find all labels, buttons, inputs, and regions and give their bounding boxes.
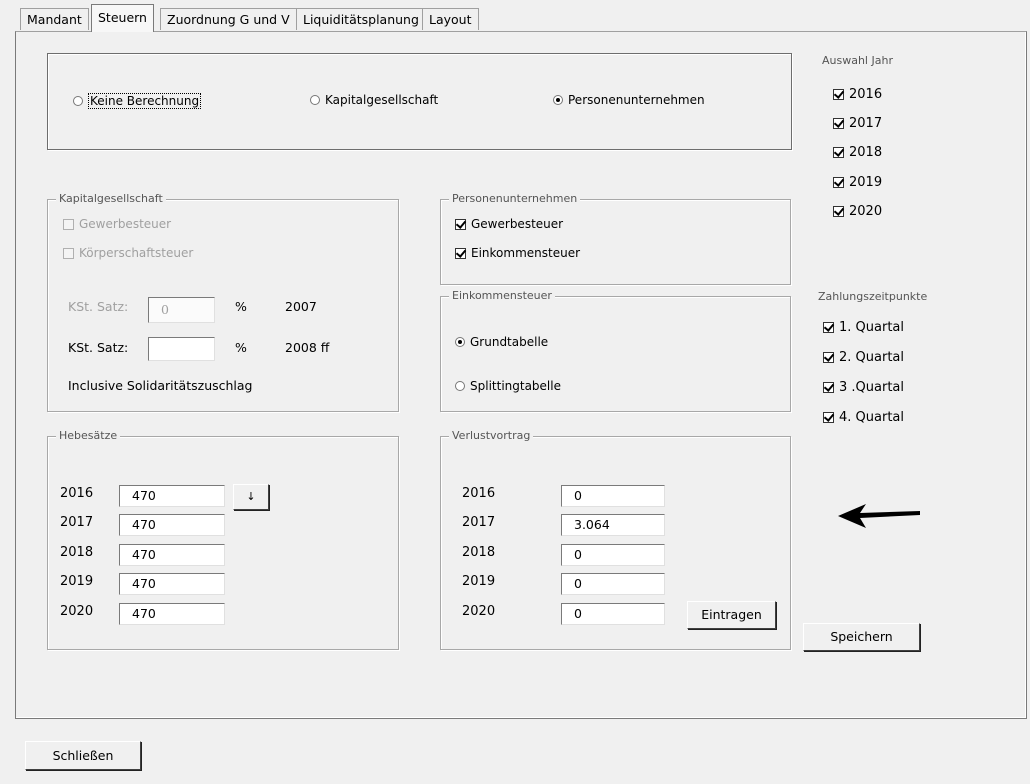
kst-percent-1: % — [235, 299, 247, 314]
left-arrow-icon — [832, 498, 926, 534]
tab-liquiditaetsplanung[interactable] — [296, 8, 426, 30]
tab-steuern-label: Steuern — [98, 10, 147, 25]
checkbox-icon — [823, 382, 834, 393]
radio-kapitalgesellschaft[interactable] — [310, 93, 438, 107]
quartal-checkbox-1[interactable] — [823, 320, 904, 335]
verlust-input-2017[interactable]: 3.064 — [561, 514, 665, 536]
verlust-input-2019[interactable]: 0 — [561, 573, 665, 595]
kst-satz-label-2007: KSt. Satz: — [68, 299, 129, 314]
auswahl-jahr-title: Auswahl Jahr — [822, 54, 893, 67]
verlust-year-label: 2019 — [462, 574, 496, 589]
radio-keine-berechnung[interactable] — [73, 93, 201, 109]
radio-icon — [455, 381, 465, 391]
year-checkbox-2016[interactable] — [833, 87, 882, 102]
pers-gewerbesteuer-label: Gewerbesteuer — [471, 217, 564, 231]
tab-liquiditaetsplanung-label: Liquiditätsplanung — [303, 12, 419, 27]
tab-zuordnung[interactable] — [160, 8, 297, 30]
year-label: 2016 — [849, 87, 883, 102]
tab-layout[interactable] — [422, 8, 479, 30]
quartal-label: 1. Quartal — [839, 320, 904, 335]
checkbox-icon — [833, 147, 844, 158]
verlust-year-label: 2018 — [462, 545, 496, 560]
checkbox-icon — [455, 248, 466, 259]
quartal-checkbox-2[interactable] — [823, 350, 904, 365]
radio-splittingtabelle[interactable] — [455, 379, 561, 393]
verlust-year-label: 2020 — [462, 604, 496, 619]
checkbox-icon — [833, 177, 844, 188]
radio-kapitalgesellschaft-label: Kapitalgesellschaft — [325, 93, 439, 107]
checkbox-icon — [823, 352, 834, 363]
kapitalgesellschaft-title: Kapitalgesellschaft — [56, 192, 166, 206]
year-label: 2020 — [849, 204, 883, 219]
radio-personenunternehmen[interactable] — [553, 93, 705, 107]
tab-steuern[interactable] — [91, 4, 154, 32]
checkbox-icon — [823, 322, 834, 333]
tab-zuordnung-label: Zuordnung G und V — [167, 12, 290, 27]
hebesatz-input-2020[interactable]: 470 — [119, 603, 225, 625]
hebesatz-year-label: 2018 — [60, 545, 94, 560]
radio-icon — [455, 337, 465, 347]
pers-einkommensteuer-label: Einkommensteuer — [471, 246, 581, 260]
year-checkbox-2018[interactable] — [833, 145, 882, 160]
soli-note: Inclusive Solidaritätszuschlag — [68, 378, 253, 393]
hebesatz-input-2019[interactable]: 470 — [119, 573, 225, 595]
tab-layout-label: Layout — [429, 12, 472, 27]
kap-koerperschaftsteuer-label: Körperschaftsteuer — [79, 246, 194, 260]
radio-personenunternehmen-label: Personenunternehmen — [568, 93, 705, 107]
year-checkbox-2020[interactable] — [833, 204, 882, 219]
kst-year-2008: 2008 ff — [285, 340, 330, 355]
verlust-year-label: 2017 — [462, 515, 496, 530]
schliessen-button[interactable]: Schließen — [25, 741, 141, 770]
quartal-checkbox-4[interactable] — [823, 410, 904, 425]
einkommensteuer-title: Einkommensteuer — [449, 289, 555, 303]
zahlungszeitpunkte-title: Zahlungszeitpunkte — [818, 290, 928, 303]
quartal-label: 2. Quartal — [839, 350, 904, 365]
einkommensteuer-group — [440, 289, 791, 412]
kst-percent-2: % — [235, 340, 247, 355]
kst-satz-2008-input[interactable] — [148, 337, 215, 361]
checkbox-icon — [833, 89, 844, 100]
hebesatz-input-2018[interactable]: 470 — [119, 544, 225, 566]
pers-gewerbesteuer-checkbox[interactable] — [455, 217, 563, 231]
left-arrow-shape — [838, 504, 920, 528]
radio-keine-berechnung-label: Keine Berechnung — [90, 94, 200, 108]
hebesatz-year-label: 2019 — [60, 574, 94, 589]
hebesatz-input-2017[interactable]: 470 — [119, 514, 225, 536]
hebesatz-year-label: 2020 — [60, 604, 94, 619]
kap-gewerbesteuer-checkbox[interactable] — [63, 217, 171, 231]
year-label: 2017 — [849, 116, 883, 131]
checkbox-icon — [455, 219, 466, 230]
verlustvortrag-title: Verlustvortrag — [449, 429, 533, 443]
hebesatz-year-label: 2016 — [60, 486, 94, 501]
checkbox-icon — [63, 219, 74, 230]
tab-mandant[interactable] — [20, 8, 89, 30]
quartal-label: 4. Quartal — [839, 410, 904, 425]
personenunternehmen-group — [440, 192, 791, 285]
radio-icon — [553, 95, 563, 105]
kap-gewerbesteuer-label: Gewerbesteuer — [79, 217, 172, 231]
quartal-label: 3 .Quartal — [839, 380, 904, 395]
kst-year-2007: 2007 — [285, 299, 317, 314]
hebesatz-year-label: 2017 — [60, 515, 94, 530]
verlust-year-label: 2016 — [462, 486, 496, 501]
radio-icon — [73, 96, 83, 106]
verlust-input-2016[interactable]: 0 — [561, 485, 665, 507]
kst-satz-label-2008: KSt. Satz: — [68, 340, 129, 355]
radio-splittingtabelle-label: Splittingtabelle — [470, 379, 561, 393]
year-checkbox-2019[interactable] — [833, 175, 882, 190]
eintragen-button[interactable]: Eintragen — [687, 601, 776, 629]
year-label: 2019 — [849, 175, 883, 190]
radio-grundtabelle[interactable] — [455, 335, 548, 349]
hebesaetze-title: Hebesätze — [56, 429, 120, 443]
fill-down-button[interactable]: ↓ — [233, 484, 269, 510]
radio-icon — [310, 95, 320, 105]
hebesatz-input-2016[interactable]: 470 — [119, 485, 225, 507]
kst-satz-2007-input[interactable]: 0 — [148, 297, 215, 323]
year-label: 2018 — [849, 145, 883, 160]
verlust-input-2020[interactable]: 0 — [561, 603, 665, 625]
checkbox-icon — [823, 412, 834, 423]
quartal-checkbox-3[interactable] — [823, 380, 904, 395]
pers-einkommensteuer-checkbox[interactable] — [455, 246, 580, 260]
checkbox-icon — [833, 118, 844, 129]
speichern-button[interactable]: Speichern — [803, 623, 920, 651]
personenunternehmen-title: Personenunternehmen — [449, 192, 580, 206]
verlust-input-2018[interactable]: 0 — [561, 544, 665, 566]
tab-mandant-label: Mandant — [27, 12, 82, 27]
checkbox-icon — [63, 248, 74, 259]
checkbox-icon — [833, 206, 844, 217]
kap-koerperschaftsteuer-checkbox[interactable] — [63, 246, 193, 260]
year-checkbox-2017[interactable] — [833, 116, 882, 131]
radio-grundtabelle-label: Grundtabelle — [470, 335, 549, 349]
